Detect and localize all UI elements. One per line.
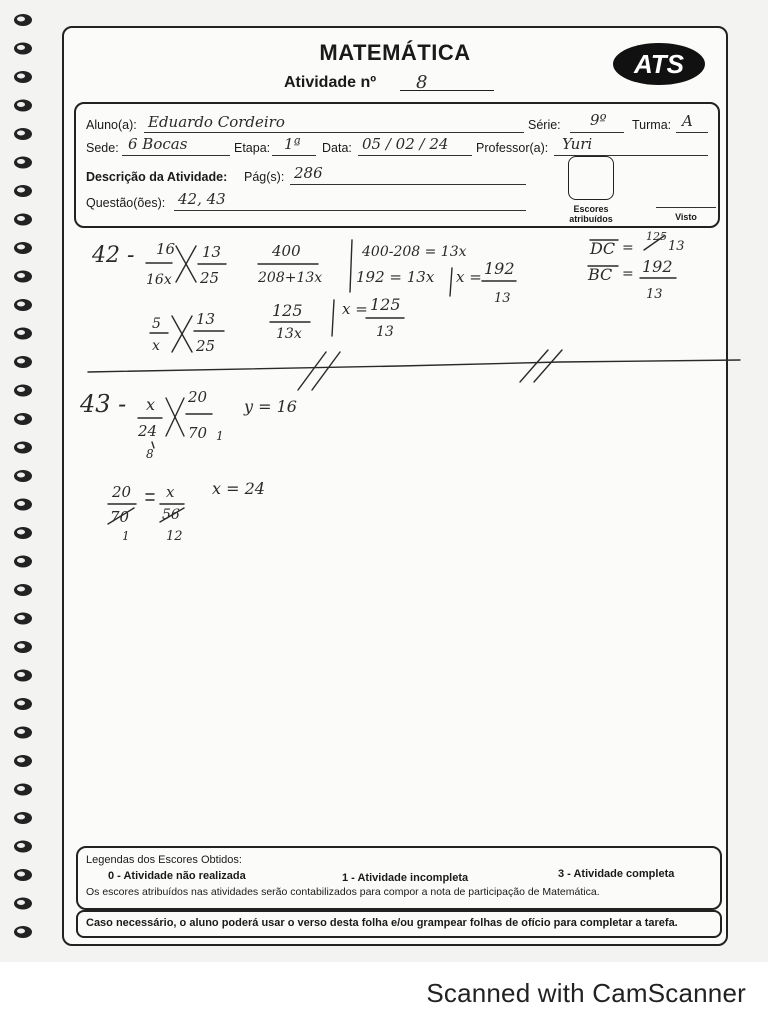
- spiral-ring-highlight: [17, 416, 25, 421]
- q42-prop2-c: 13: [196, 310, 216, 328]
- spiral-ring-highlight: [17, 729, 25, 734]
- q42-number: 42 -: [92, 243, 135, 268]
- q43-eq-b-sub: 1: [122, 529, 130, 543]
- instruction-note: [76, 910, 722, 938]
- spiral-ring-highlight: [17, 843, 25, 848]
- spiral-ring-highlight: [17, 273, 25, 278]
- seen-label: Visto: [675, 212, 697, 222]
- q43-prop-d: 70: [188, 424, 208, 442]
- spiral-ring-highlight: [17, 501, 25, 506]
- spiral-ring-highlight: [17, 45, 25, 50]
- q42-x-eq: x =: [456, 268, 482, 286]
- spiral-ring-highlight: [17, 17, 25, 22]
- spiral-ring-highlight: [17, 758, 25, 763]
- q42-prop1-c: 13: [202, 243, 222, 261]
- q42-eq3-top: 125: [272, 301, 303, 320]
- spiral-ring-highlight: [17, 872, 25, 877]
- date-label: Data:: [322, 141, 352, 155]
- q42-dc-label: DC: [590, 239, 616, 258]
- q42-x2-eq: x =: [342, 300, 368, 318]
- q42-prop1-d: 25: [200, 269, 220, 287]
- spiral-ring-highlight: [17, 245, 25, 250]
- legend-item-1: 1 - Atividade incompleta: [342, 872, 469, 884]
- ats-logo: [612, 42, 706, 86]
- activity-number-line: [400, 90, 494, 91]
- q43-eq-c: x: [166, 483, 175, 501]
- legend-heading: Legendas dos Escores Obtidos:: [86, 854, 242, 866]
- q43-y-result: y = 16: [244, 397, 297, 416]
- q43-eq-b: 70: [110, 508, 130, 526]
- spiral-ring-highlight: [17, 672, 25, 677]
- spiral-ring-highlight: [17, 786, 25, 791]
- q43-prop-c: 20: [188, 388, 208, 406]
- date-line: [358, 155, 472, 156]
- date-value: 05 / 02 / 24: [362, 135, 449, 153]
- q42-x2-num: 125: [370, 295, 401, 314]
- stage-label: Etapa:: [234, 141, 271, 155]
- spiral-ring-highlight: [17, 587, 25, 592]
- spiral-ring-highlight: [17, 644, 25, 649]
- q43-prop-a: x: [146, 395, 156, 414]
- seen-line: [656, 207, 716, 208]
- q43-b-sub: 8: [146, 447, 154, 461]
- spiral-ring-highlight: [17, 615, 25, 620]
- q42-prop1-b: 16x: [146, 272, 172, 288]
- q42-eq2-line2: 192 = 13x: [356, 268, 435, 286]
- q42-dc-num: 125: [646, 230, 667, 243]
- q43-number: 43 -: [80, 390, 127, 418]
- score-legend: [76, 846, 722, 910]
- q42-dc-den: 13: [668, 239, 685, 254]
- spiral-ring-highlight: [17, 74, 25, 79]
- legend-item-3: 3 - Atividade completa: [558, 868, 675, 880]
- q42-prop2-a: 5: [152, 316, 161, 332]
- questions-value: 42, 43: [178, 190, 226, 208]
- q42-dc-eq: =: [622, 240, 634, 256]
- q43-d-sub: 1: [216, 429, 224, 443]
- q42-prop2-d: 25: [196, 337, 216, 355]
- spiral-ring-highlight: [17, 359, 25, 364]
- pages-label: Pág(s):: [244, 170, 285, 184]
- spiral-ring-highlight: [17, 387, 25, 392]
- grade-line: [570, 132, 624, 133]
- q42-eq3-bottom: 13x: [276, 326, 302, 342]
- class-line: [676, 132, 708, 133]
- legend-footnote: Os escores atribuídos nas atividades serão contabilizados para compor a nota de participação de Matemática.: [86, 886, 600, 898]
- q42-x-num: 192: [484, 259, 515, 278]
- student-name: Eduardo Cordeiro: [148, 113, 285, 131]
- pages-value: 286: [294, 164, 323, 182]
- q42-eq2-line1: 400-208 = 13x: [362, 244, 467, 260]
- student-info-form: [74, 102, 720, 228]
- q42-bc-eq: =: [622, 266, 634, 282]
- spiral-ring-highlight: [17, 302, 25, 307]
- questions-label: Questão(ões):: [86, 196, 166, 210]
- instruction-note-text: Caso necessário, o aluno poderá usar o verso desta folha e/ou grampear folhas de ofício para completar a tarefa.: [86, 917, 678, 929]
- description-label: Descrição da Atividade:: [86, 170, 228, 184]
- spiral-ring-highlight: [17, 444, 25, 449]
- stage-line: [272, 155, 316, 156]
- spiral-ring-highlight: [17, 701, 25, 706]
- logo-text: ATS: [633, 49, 685, 79]
- site-value: 6 Bocas: [128, 135, 188, 153]
- q42-x-den: 13: [494, 291, 511, 306]
- q43-eq-d: 56: [162, 507, 180, 523]
- spiral-ring-highlight: [17, 473, 25, 478]
- activity-label: Atividade nº: [284, 74, 377, 91]
- activity-sheet: [62, 26, 728, 946]
- stage-value: 1ª: [284, 135, 301, 153]
- spiral-ring-highlight: [17, 929, 25, 934]
- spiral-ring-highlight: [17, 102, 25, 107]
- q43-eq-d-sub: 12: [166, 529, 183, 544]
- spiral-ring-highlight: [17, 188, 25, 193]
- grade-label: Série:: [528, 118, 561, 132]
- questions-line: [174, 210, 526, 211]
- teacher-label: Professor(a):: [476, 141, 549, 155]
- student-line: [144, 132, 524, 133]
- spiral-binding-icon: [10, 10, 36, 960]
- sheet-title: MATEMÁTICA: [319, 40, 471, 65]
- q43-prop-b: 24: [138, 422, 158, 440]
- q42-prop2-b: x: [152, 338, 160, 354]
- activity-number: 8: [416, 72, 428, 93]
- q42-prop1-a: 16: [156, 240, 176, 258]
- pages-line: [290, 184, 526, 185]
- spiral-ring-highlight: [17, 900, 25, 905]
- class-value: A: [682, 112, 693, 130]
- legend-item-0: 0 - Atividade não realizada: [108, 870, 246, 882]
- site-label: Sede:: [86, 141, 119, 155]
- q42-eq1-top: 400: [272, 242, 301, 260]
- spiral-ring-highlight: [17, 159, 25, 164]
- q42-x2-den: 13: [376, 324, 394, 340]
- grade-value: 9º: [590, 111, 607, 129]
- student-label: Aluno(a):: [86, 118, 137, 132]
- score-label: Escores atribuídos: [569, 204, 613, 224]
- score-box: [568, 156, 614, 200]
- spiral-ring-highlight: [17, 530, 25, 535]
- spiral-ring-highlight: [17, 815, 25, 820]
- spiral-ring-highlight: [17, 558, 25, 563]
- camscanner-watermark: Scanned with CamScanner: [426, 978, 746, 1008]
- class-label: Turma:: [632, 118, 672, 132]
- spiral-ring-highlight: [17, 216, 25, 221]
- q42-bc-num: 192: [642, 257, 673, 276]
- q43-x-result: x = 24: [212, 479, 265, 498]
- spiral-ring-highlight: [17, 330, 25, 335]
- q42-bc-label: BC: [588, 265, 613, 284]
- q42-bc-den: 13: [646, 287, 663, 302]
- teacher-value: Yuri: [562, 135, 593, 153]
- q42-eq1-bottom: 208+13x: [258, 270, 323, 286]
- site-line: [122, 155, 230, 156]
- spiral-ring-highlight: [17, 131, 25, 136]
- q43-eq-a: 20: [112, 483, 132, 501]
